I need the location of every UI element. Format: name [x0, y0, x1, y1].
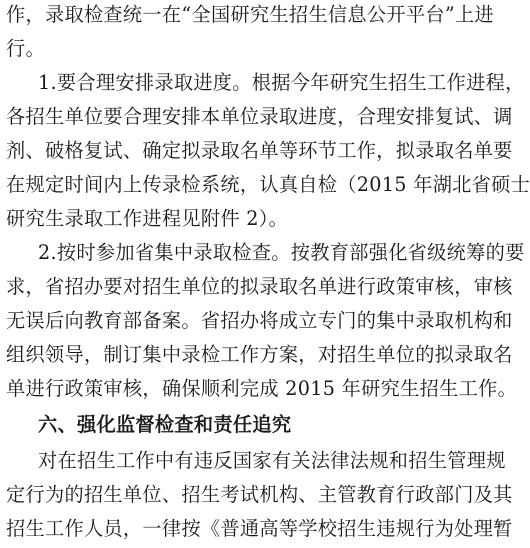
text-line: 各招生单位要合理安排本单位录取进度，合理安排复试、调 [6, 105, 513, 128]
text-line: 作，录取检查统一在“全国研究生招生信息公开平台”上进 [6, 3, 494, 26]
text-line: 在规定时间内上传录检系统，认真自检（2015 年湖北省硕士 [6, 173, 530, 196]
paragraph-1-first-line: 1.要合理安排录取进度。根据今年研究生招生工作进程， [38, 71, 525, 94]
text-line: 单进行政策审核，确保顺利完成 2015 年研究生招生工作。 [6, 377, 518, 400]
text-line: 行。 [6, 37, 45, 60]
paragraph-3-first-line: 对在招生工作中有违反国家有关法律法规和招生管理规 [38, 449, 506, 472]
text-line: 招生工作人员，一律按《普通高等学校招生违规行为处理暂 [6, 517, 513, 540]
paragraph-2-first-line: 2.按时参加省集中录取检查。按教育部强化省级统筹的要 [38, 241, 525, 264]
text-line: 定行为的招生单位、招生考试机构、主管教育行政部门及其 [6, 483, 513, 506]
text-line: 研究生录取工作进程见附件 2）。 [6, 207, 289, 230]
text-line: 求，省招办要对招生单位的拟录取名单进行政策审核，审核 [6, 275, 513, 298]
text-line: 无误后向教育部备案。省招办将成立专门的集中录取机构和 [6, 309, 513, 332]
section-heading: 六、强化监督检查和责任追究 [38, 413, 292, 436]
text-line: 组织领导，制订集中录检工作方案，对招生单位的拟录取名 [6, 343, 513, 366]
text-line: 剂、破格复试、确定拟录取名单等环节工作，拟录取名单要 [6, 139, 513, 162]
